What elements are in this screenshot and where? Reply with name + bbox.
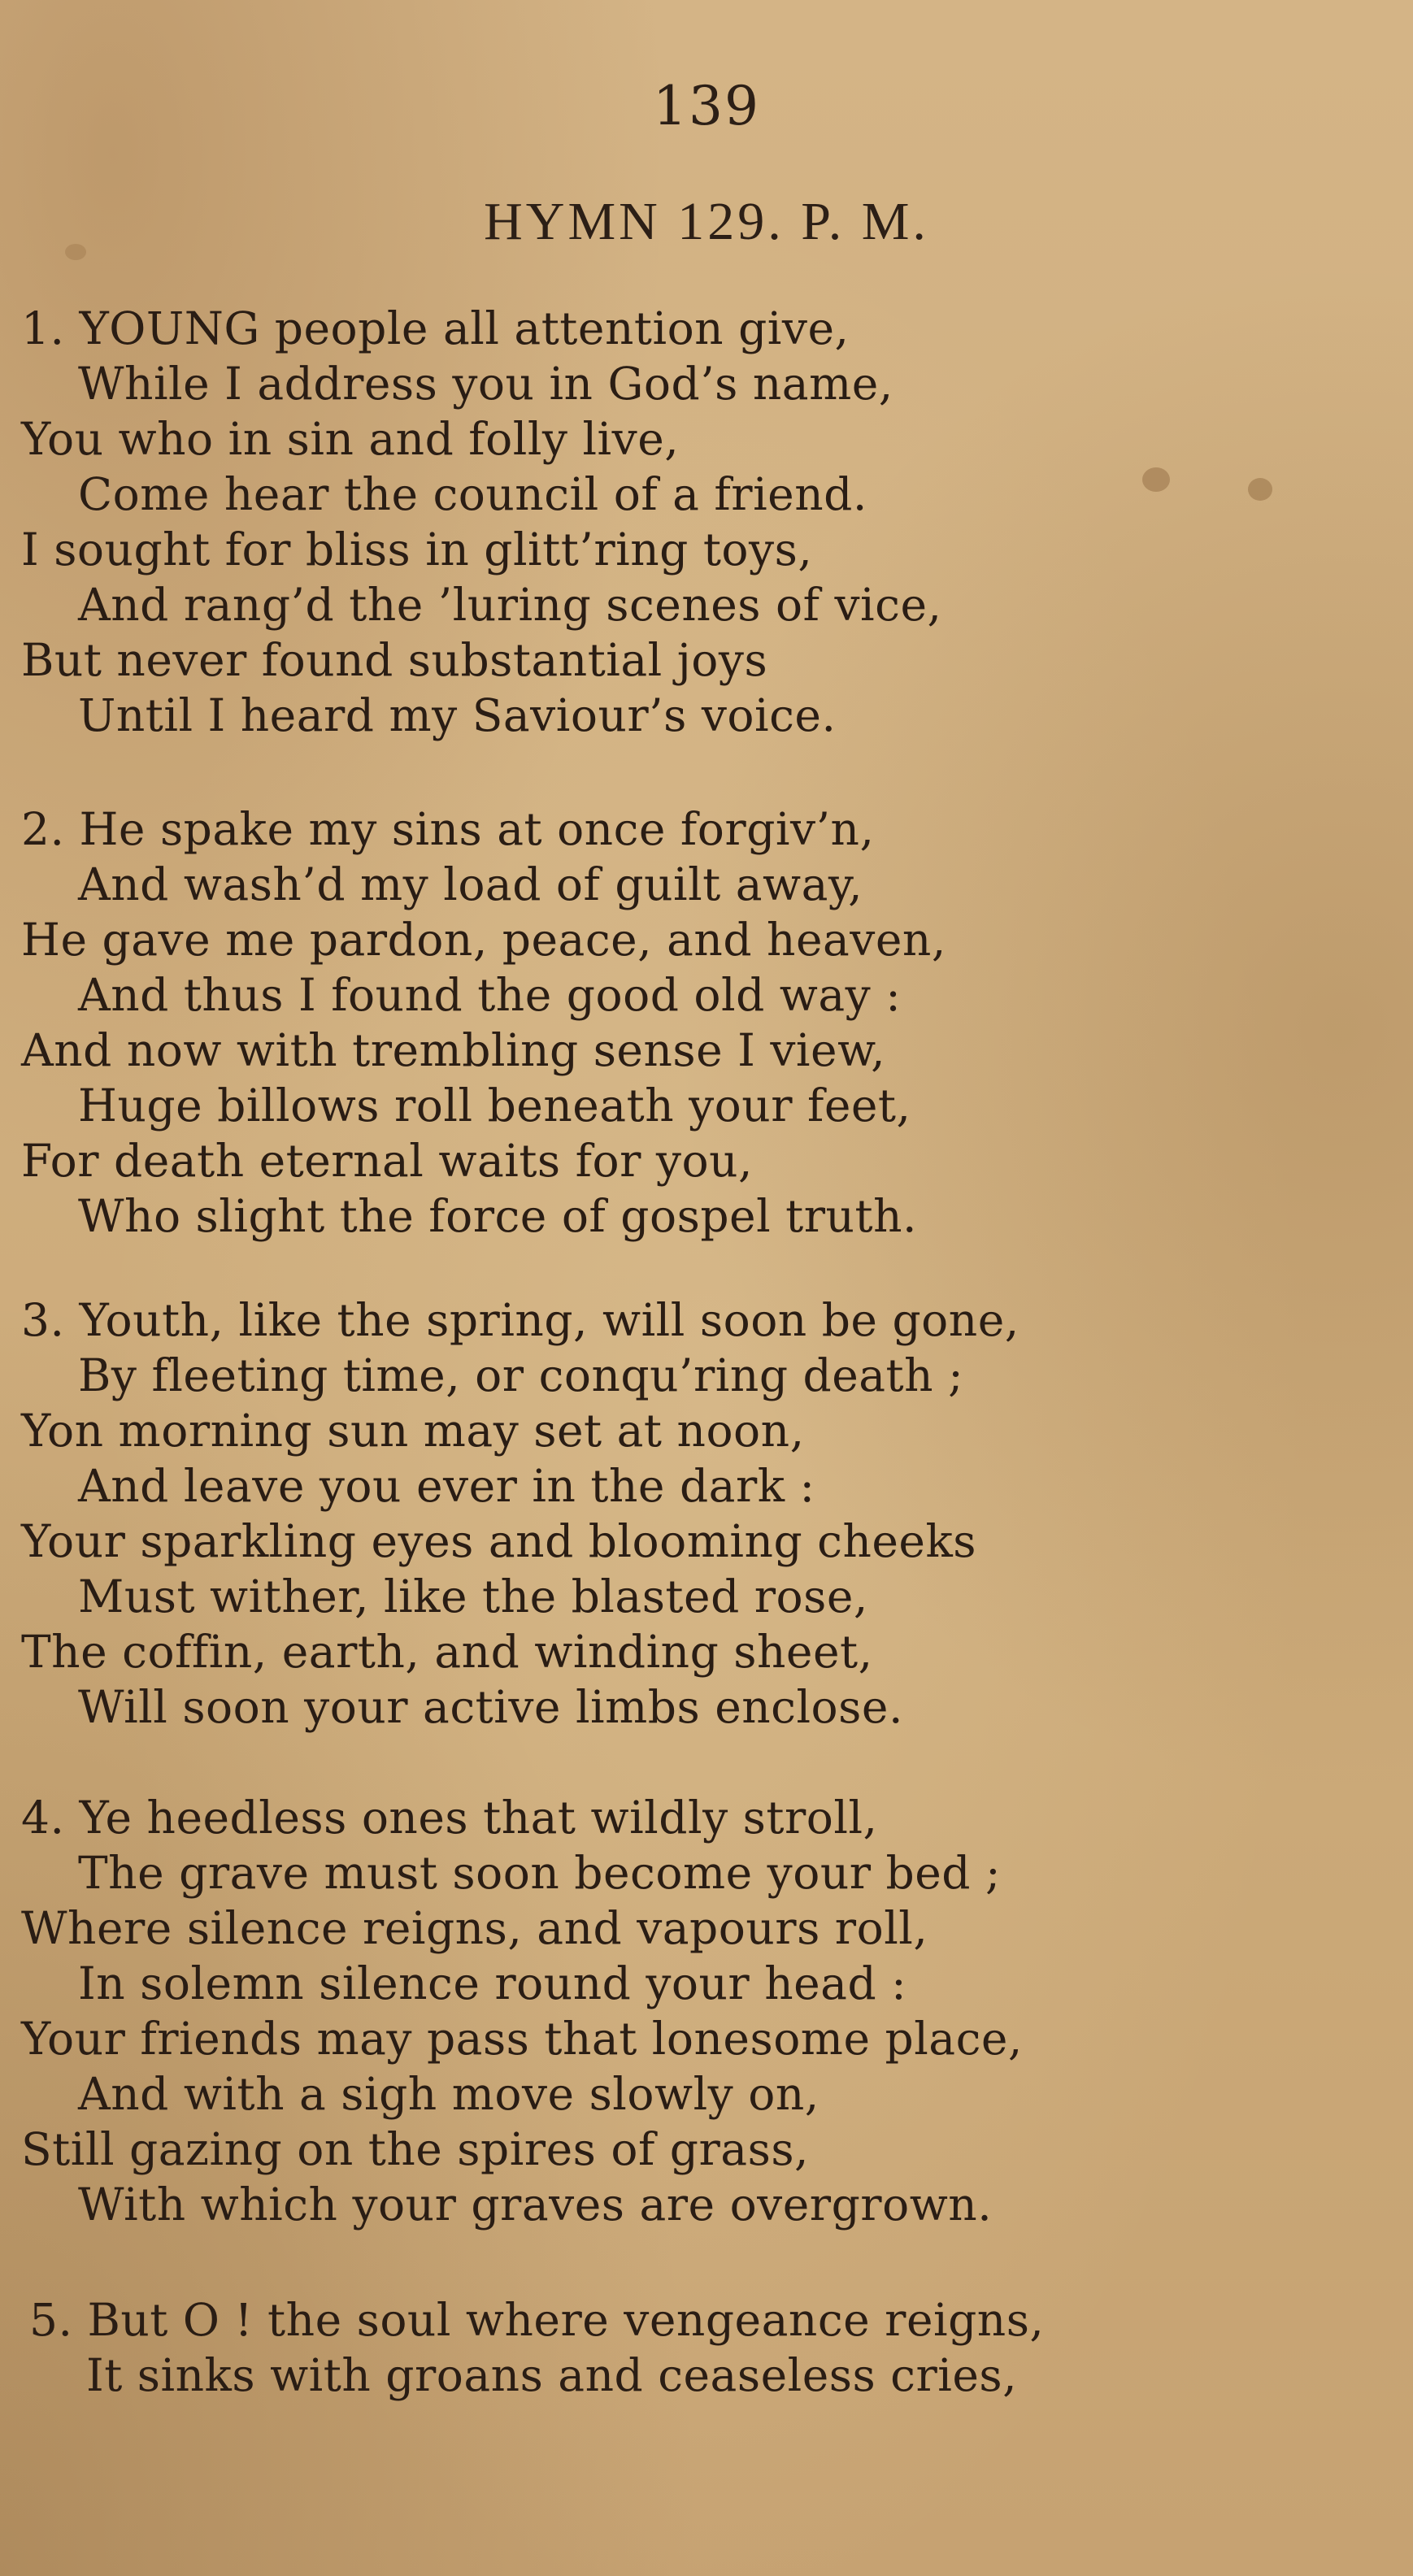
verse-line: Your sparkling eyes and blooming cheeks — [21, 1515, 977, 1567]
verse-line: The grave must soon become your bed ; — [78, 1847, 1001, 1899]
verse-line: Must wither, like the blasted rose, — [78, 1570, 868, 1622]
verse-line: By fleeting time, or conqu’ring death ; — [78, 1349, 964, 1401]
verse-line: Yon morning sun may set at noon, — [21, 1405, 805, 1457]
verse-line: You who in sin and folly live, — [21, 413, 680, 465]
verse-line: Will soon your active limbs enclose. — [78, 1681, 903, 1733]
verse-line: He gave me pardon, peace, and heaven, — [21, 914, 946, 966]
verse-line: The coffin, earth, and winding sheet, — [21, 1626, 873, 1678]
verse-line: Still gazing on the spires of grass, — [21, 2123, 810, 2175]
paper-stain — [1248, 478, 1272, 501]
verse-line: Who slight the force of gospel truth. — [78, 1190, 917, 1242]
verse-line: I sought for bliss in glitt’ring toys, — [21, 523, 813, 576]
verse-line: In solemn silence round your head : — [78, 1957, 907, 2009]
verse-line: And with a sigh move slowly on, — [78, 2068, 820, 2120]
verse-line: It sinks with groans and ceaseless cries, — [86, 2349, 1018, 2401]
verse-line: And rang’d the ’luring scenes of vice, — [78, 579, 942, 631]
verse-line: For death eternal waits for you, — [21, 1135, 753, 1187]
hymn-title: HYMN 129. P. M. — [484, 192, 929, 251]
page-number: 139 — [653, 75, 760, 137]
verse-line: 3. Youth, like the spring, will soon be gone, — [21, 1294, 1020, 1346]
verse-line: And leave you ever in the dark : — [78, 1460, 815, 1512]
verse-line: 4. Ye heedless ones that wildly stroll, — [21, 1792, 878, 1844]
verse-line: Come hear the council of a friend. — [78, 468, 867, 520]
verse-line: And now with trembling sense I view, — [21, 1024, 886, 1076]
verse-line: And wash’d my load of guilt away, — [78, 858, 863, 910]
verse-line: 1. YOUNG people all attention give, — [21, 302, 850, 354]
verse-line: Until I heard my Saviour’s voice. — [78, 689, 837, 741]
verse-line: Your friends may pass that lonesome place, — [21, 2013, 1023, 2065]
verse-line: 2. He spake my sins at once forgiv’n, — [21, 803, 875, 855]
verse-line: 5. But O ! the soul where vengeance reigns, — [29, 2294, 1045, 2346]
paper-stain — [1142, 467, 1170, 492]
verse-line: Where silence reigns, and vapours roll, — [21, 1902, 928, 1954]
verse-line: While I address you in God’s name, — [78, 358, 893, 410]
verse-line: Huge billows roll beneath your feet, — [78, 1079, 911, 1132]
verse-line: But never found substantial joys — [21, 634, 768, 686]
verse-line: With which your graves are overgrown. — [78, 2179, 993, 2231]
verse-line: And thus I found the good old way : — [78, 969, 902, 1021]
